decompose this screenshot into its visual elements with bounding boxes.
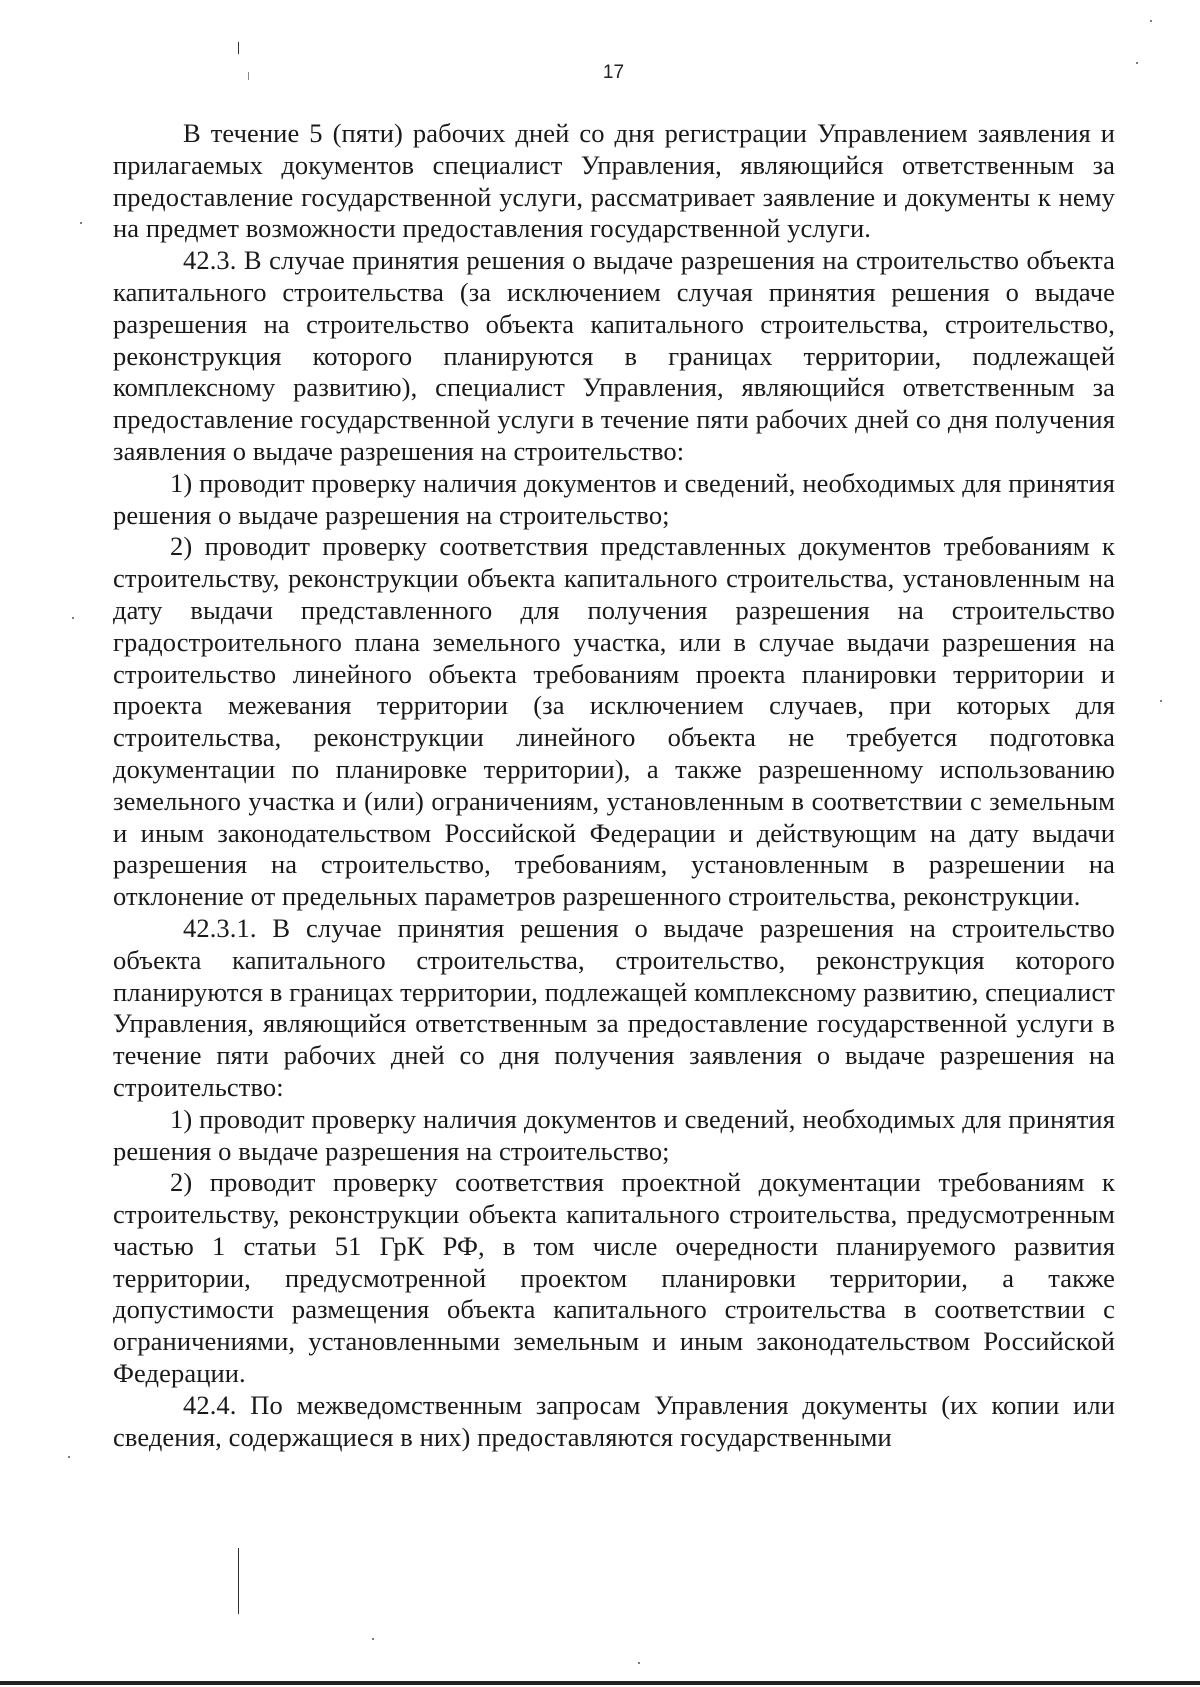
scan-artifact-dot (68, 1456, 70, 1458)
page-number: 17 (602, 62, 625, 83)
paragraph-42-3: 42.3. В случае принятия решения о выдаче разрешения на строительство объекта капитального строительства (за исключением случая принятия решения о выдаче разрешения на строительство объекта капитального строительства, строительство, реконструкция которого планируются в границах территории, подлежащей комплексному развитию), специалист Управления, являющийся ответственным за предоставление государственной услуги в течение пяти рабочих дней со дня получения заявления о выдаче разрешения на строительство: (113, 245, 1115, 466)
paragraph-42-4: 42.4. По межведомственным запросам Управления документы (их копии или сведения, содержащиеся в них) предоставляются государственными (113, 1389, 1115, 1452)
scan-artifact-dot (80, 222, 82, 224)
scan-artifact-dot (372, 1638, 374, 1640)
scan-bottom-edge (0, 1681, 1200, 1685)
scan-artifact-mark-top-2 (248, 72, 249, 80)
paragraph-42-3-1: 42.3.1. В случае принятия решения о выдаче разрешения на строительство объекта капитального строительства, строительство, реконструкция которого планируются в границах территории, подлежащей комплексному развитию, специалист Управления, являющийся ответственным за предоставление государственной услуги в течение пяти рабочих дней со дня получения заявления о выдаче разрешения на строительство: (113, 912, 1115, 1102)
list-item-check-project-docs: 2) проводит проверку соответствия проектной документации требованиям к строительству, реконструкции объекта капитального строительства, предусмотренным частью 1 статьи 51 ГрК РФ, в том числе очередности планируемого развития территории, предусмотренной проектом планировки территории, а также допустимости размещения объекта капитального строительства в соответствии с ограничениями, установленными земельным и иным законодательством Российской Федерации. (113, 1167, 1115, 1389)
list-item-check-compliance: 2) проводит проверку соответствия представленных документов требованиям к строительству, реконструкции объекта капитального строительства, установленным на дату выдачи представленного для получения разрешения на строительство градостроительного плана земельного участка, или в случае выдачи разрешения на строительство линейного объекта требованиям проекта планировки территории и проекта межевания территории (за исключением случаев, при которых для строительства, реконструкции линейного объекта не требуется подготовка документации по планировке территории), а также разрешенному использованию земельного участка и (или) ограничениям, установленным в соответствии с земельным и иным законодательством Российской Федерации и действующим на дату выдачи разрешения на строительство, требованиям, установленным в разрешении на отклонение от предельных параметров разрешенного строительства, реконструкции. (113, 531, 1115, 912)
scan-artifact-mark-bottom (238, 1548, 239, 1614)
scan-artifact-dot (72, 617, 74, 619)
scan-artifact-dot (638, 1662, 640, 1664)
document-body (113, 118, 1115, 1453)
scan-artifact-dot (1160, 700, 1162, 702)
scan-artifact-dot (1136, 62, 1138, 64)
paragraph-review-period: В течение 5 (пяти) рабочих дней со дня регистрации Управлением заявления и прилагаемых документов специалист Управления, являющийся ответственным за предоставление государственной услуги, рассматривает заявление и документы к нему на предмет возможности предоставления государственной услуги. (113, 118, 1115, 244)
list-item-check-documents: 1) проводит проверку наличия документов и сведений, необходимых для принятия решения о выдаче разрешения на строительство; (113, 467, 1115, 530)
scan-artifact-dot (1150, 20, 1152, 22)
list-item-check-documents-2: 1) проводит проверку наличия документов и сведений, необходимых для принятия решения о выдаче разрешения на строительство; (113, 1103, 1115, 1166)
scan-artifact-mark-top (238, 42, 239, 54)
